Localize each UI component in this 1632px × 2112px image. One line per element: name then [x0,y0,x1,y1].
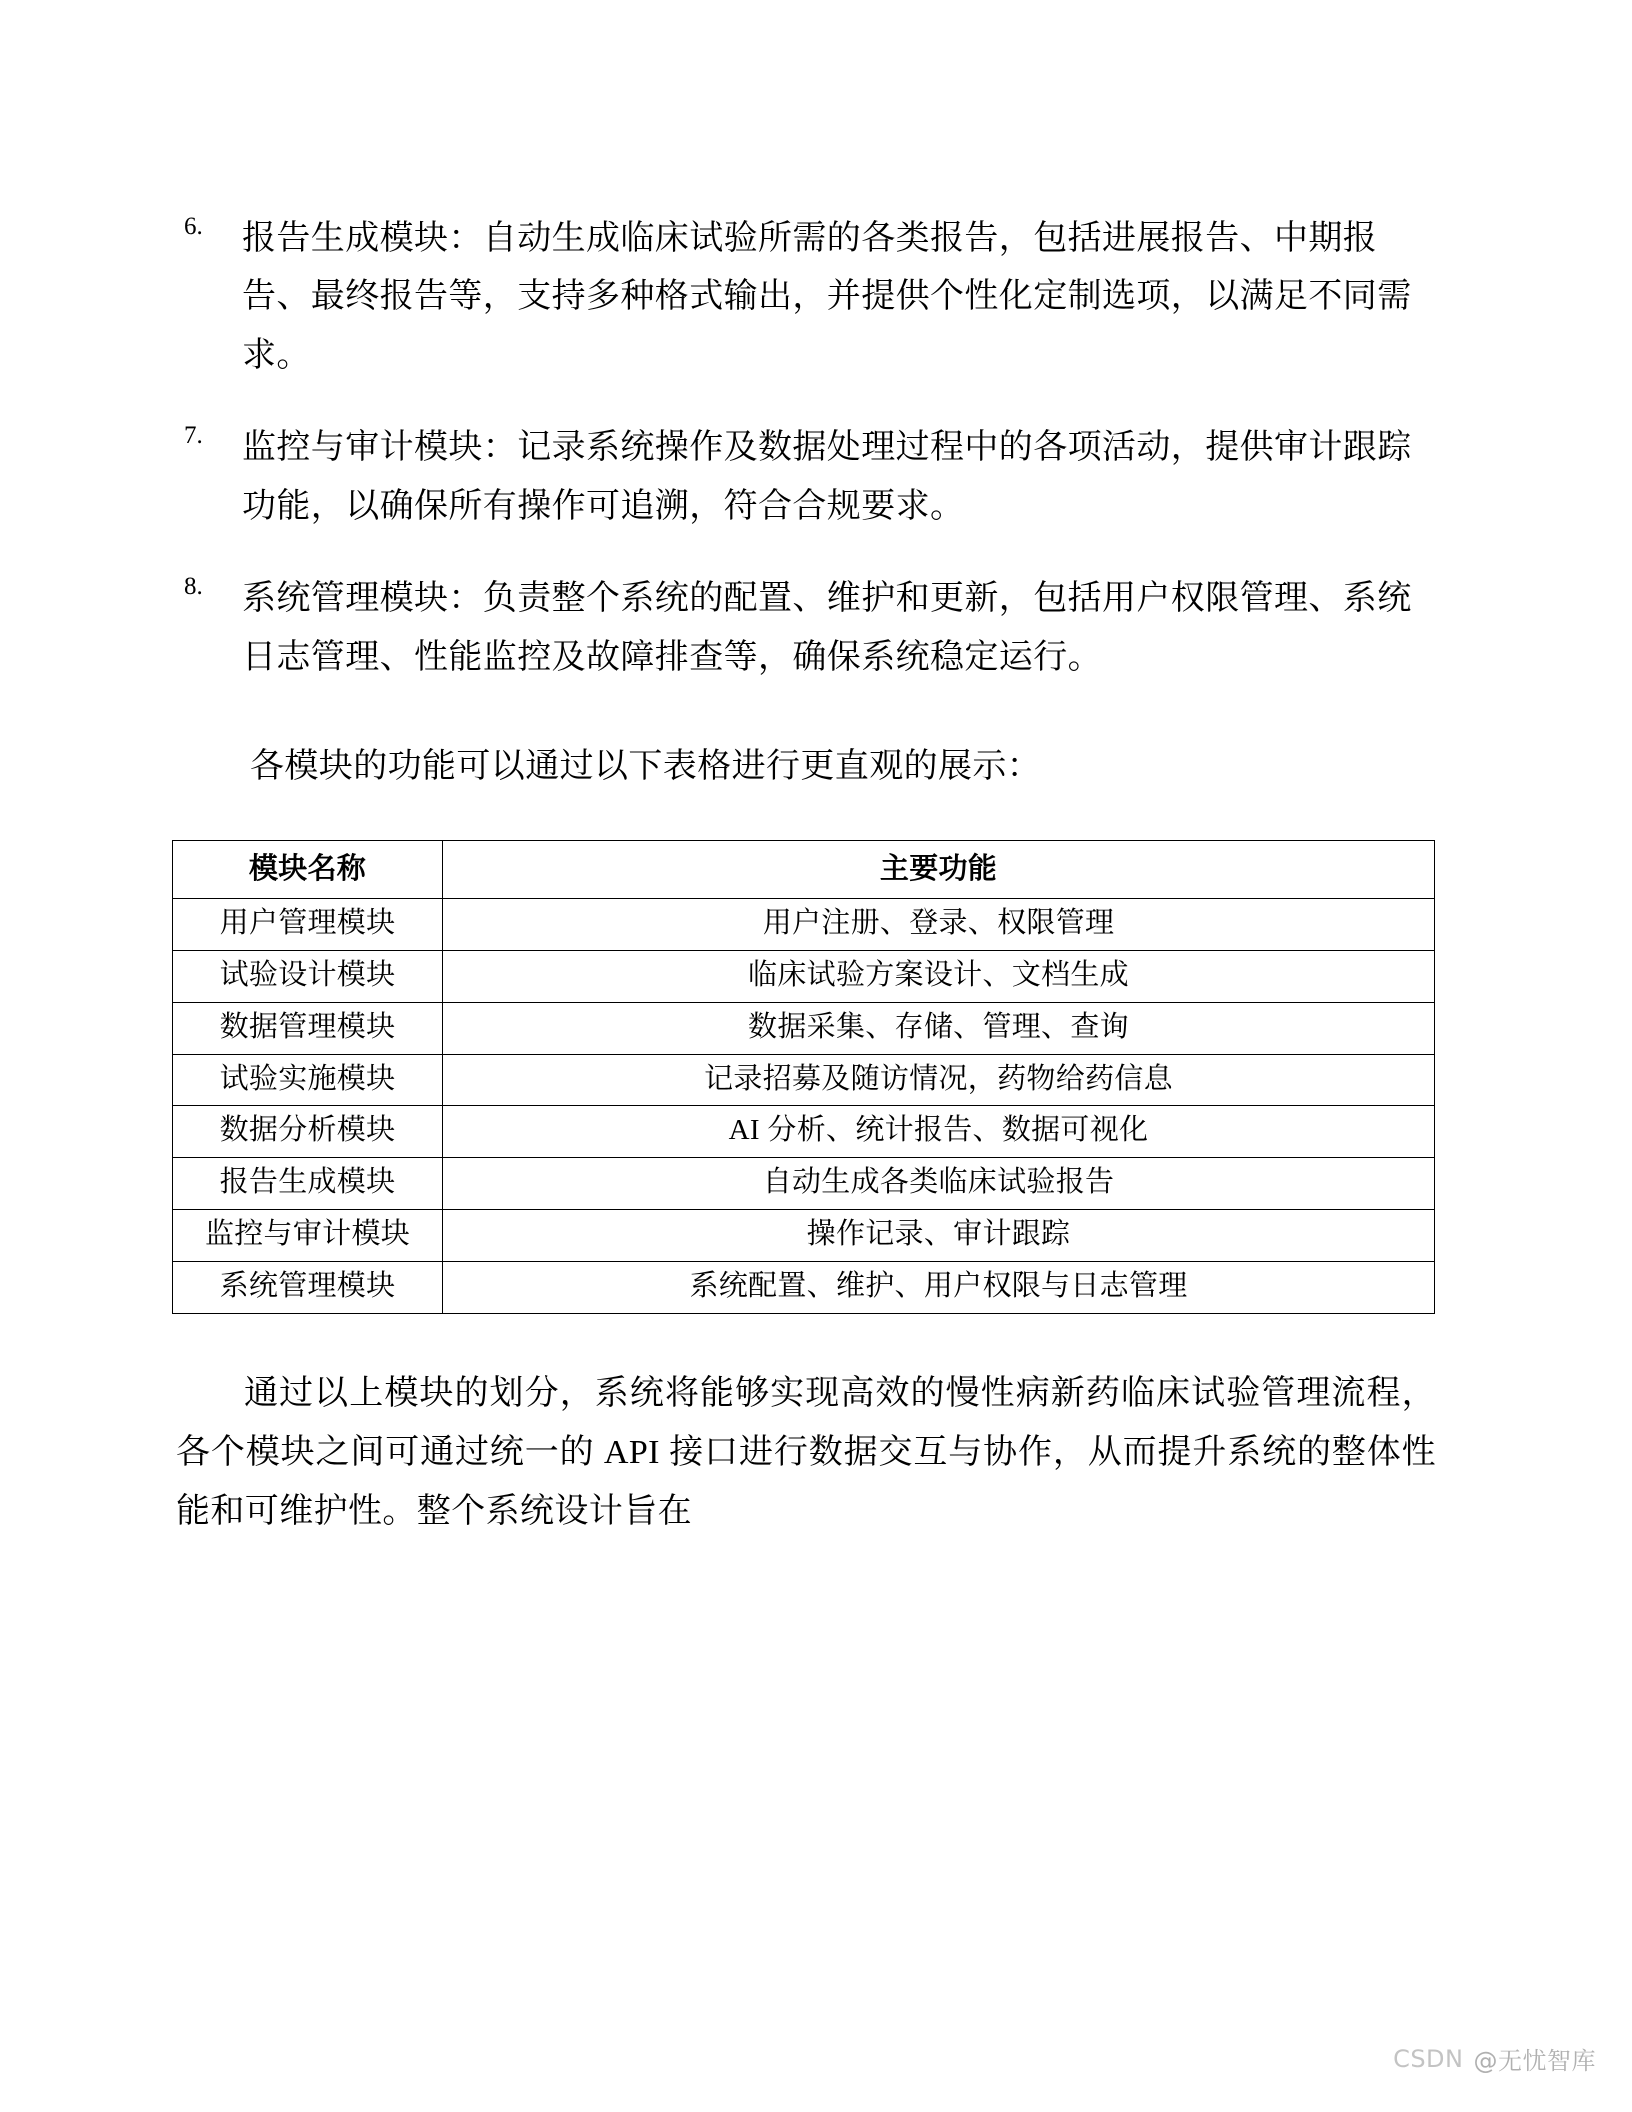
table-cell-module-name: 试验设计模块 [173,951,443,1003]
intro-paragraph: 各模块的功能可以通过以下表格进行更直观的展示： [250,748,1042,786]
table-row [173,1054,1435,1106]
table-header-cell-main-function: 主要功能 [443,841,1435,899]
list-item-text: 系统管理模块：负责整个系统的配置、维护和更新，包括用户权限管理、系统日志管理、性能监控及故障排查等，确保系统稳定运行。 [242,580,1412,676]
table-cell-module-name: 系统管理模块 [173,1261,443,1313]
table-row [173,1106,1435,1158]
table-cell-module-name: 用户管理模块 [173,899,443,951]
table-cell-module-name: 数据管理模块 [173,1002,443,1054]
list-item [176,210,1436,385]
watermark [1393,2041,1596,2076]
table-cell-module-name: 试验实施模块 [173,1054,443,1106]
table-cell-main-function: 记录招募及随访情况，药物给药信息 [443,1054,1435,1106]
table-row [173,951,1435,1003]
list-item-marker: 8. [184,573,203,601]
numbered-list [176,210,1436,687]
module-function-table [172,840,1435,1313]
table-cell-main-function: AI 分析、统计报告、数据可视化 [443,1106,1435,1158]
table-cell-main-function: 自动生成各类临床试验报告 [443,1158,1435,1210]
table-header-row [173,841,1435,899]
watermark-username: @无忧智库 [1473,2047,1596,2075]
table-header-cell-module-name: 模块名称 [173,841,443,899]
table-cell-module-name: 监控与审计模块 [173,1210,443,1262]
list-item-marker: 7. [184,422,203,450]
list-item-text: 报告生成模块：自动生成临床试验所需的各类报告，包括进展报告、中期报告、最终报告等，支持多种格式输出，并提供个性化定制选项，以满足不同需求。 [242,220,1412,374]
list-item [176,419,1436,536]
table-row [173,1158,1435,1210]
table-cell-module-name: 数据分析模块 [173,1106,443,1158]
watermark-brand: CSDN [1393,2044,1464,2073]
list-item-text: 监控与审计模块：记录系统操作及数据处理过程中的各项活动，提供审计跟踪功能，以确保所有操作可追溯，符合合规要求。 [242,429,1412,525]
table-cell-module-name: 报告生成模块 [173,1158,443,1210]
list-item-marker: 6. [184,213,203,240]
closing-paragraph: 通过以上模块的划分，系统将能够实现高效的慢性病新药临床试验管理流程，各个模块之间可通过统一的 API 接口进行数据交互与协作，从而提升系统的整体性能和可维护性。整个系统设计旨在 [176,1374,1436,1530]
table-cell-main-function: 临床试验方案设计、文档生成 [443,951,1435,1003]
table-cell-main-function: 用户注册、登录、权限管理 [443,899,1435,951]
table-row [173,1002,1435,1054]
table-cell-main-function: 操作记录、审计跟踪 [443,1210,1435,1262]
list-item [176,570,1436,687]
module-function-table-wrapper [172,840,1436,1313]
table-cell-main-function: 数据采集、存储、管理、查询 [443,1002,1435,1054]
table-row [173,1261,1435,1313]
document-body [176,210,1436,1541]
table-row [173,1210,1435,1262]
table-row [173,899,1435,951]
table-cell-main-function: 系统配置、维护、用户权限与日志管理 [443,1261,1435,1313]
